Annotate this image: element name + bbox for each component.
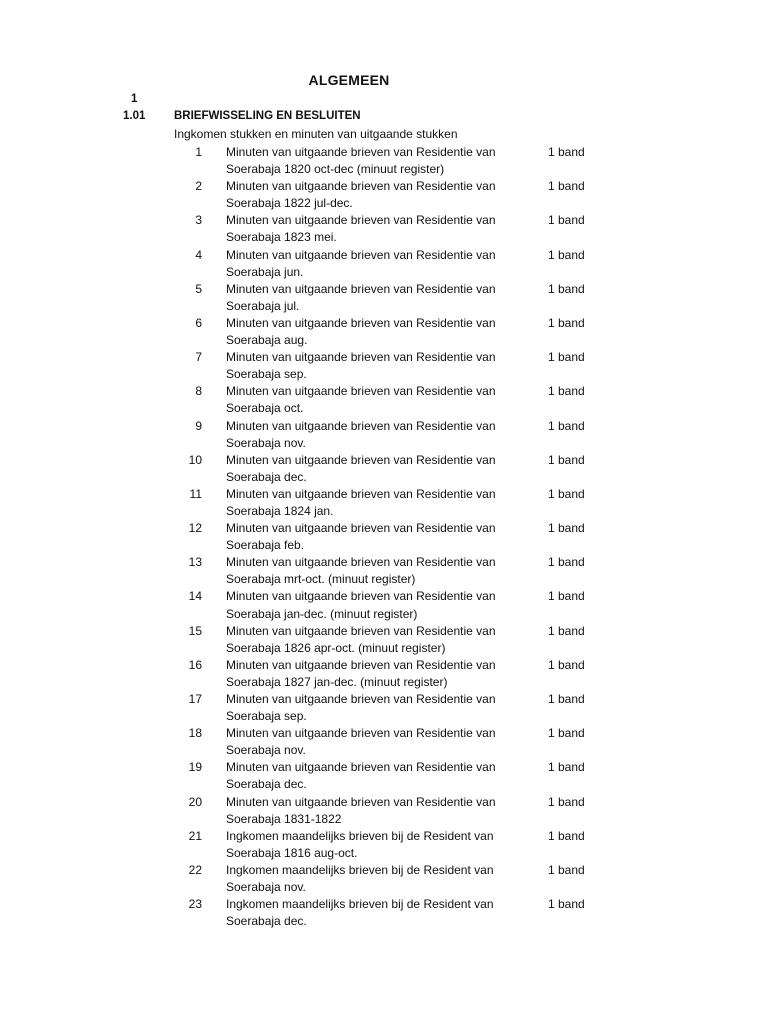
entry-number: 10 (188, 452, 202, 467)
entry-number: 8 (195, 384, 202, 399)
entry-description (226, 691, 526, 725)
entry-line-1: Minuten van uitgaande brieven van Residentie van (226, 589, 496, 604)
entry-description (226, 144, 526, 178)
entry-description (226, 383, 526, 417)
entry-number: 22 (188, 862, 202, 877)
entry-description (226, 281, 526, 315)
entry-number: 7 (195, 350, 202, 365)
entry-line-1: Minuten van uitgaande brieven van Residentie van (226, 486, 496, 501)
entry-line-2: Soerabaja dec. (226, 777, 307, 792)
entry-quantity: 1 band (548, 897, 585, 912)
entry-description (226, 315, 526, 349)
entry-line-2: Soerabaja aug. (226, 333, 308, 348)
entry-description (226, 623, 526, 657)
entry-description (226, 349, 526, 383)
entry-line-1: Minuten van uitgaande brieven van Residentie van (226, 418, 496, 433)
entry-description (226, 588, 526, 622)
list-item (0, 725, 768, 759)
entry-line-1: Minuten van uitgaande brieven van Residentie van (226, 794, 496, 809)
entry-number: 18 (188, 726, 202, 741)
entry-number: 11 (189, 486, 202, 501)
entry-number: 6 (195, 315, 202, 330)
entry-description (226, 212, 526, 246)
entry-line-1: Minuten van uitgaande brieven van Residentie van (226, 315, 496, 330)
entry-line-1: Minuten van uitgaande brieven van Residentie van (226, 281, 496, 296)
entry-line-2: Soerabaja nov. (226, 743, 306, 758)
list-item (0, 144, 768, 178)
entry-description (226, 554, 526, 588)
entry-quantity: 1 band (548, 350, 585, 365)
entry-quantity: 1 band (548, 692, 585, 706)
entry-number: 3 (195, 213, 202, 228)
section-title: BRIEFWISSELING EN BESLUITEN (174, 110, 361, 122)
entry-line-2: Soerabaja dec. (226, 469, 307, 484)
list-item (0, 520, 768, 554)
entry-quantity: 1 band (548, 589, 585, 604)
entry-line-2: Soerabaja 1823 mei. (226, 230, 337, 245)
list-item (0, 349, 768, 383)
entry-description (226, 247, 526, 281)
entry-description (226, 520, 526, 554)
entry-quantity: 1 band (548, 145, 585, 159)
entry-quantity: 1 band (548, 657, 585, 672)
entry-quantity: 1 band (548, 555, 585, 570)
entry-description (226, 178, 526, 212)
entry-line-2: Soerabaja 1831-1822 (226, 811, 342, 826)
entry-line-2: Soerabaja 1822 jul-dec. (226, 196, 353, 211)
list-item (0, 691, 768, 725)
entry-line-1: Minuten van uitgaande brieven van Residentie van (226, 179, 496, 194)
entry-quantity: 1 band (548, 794, 585, 809)
entry-line-1: Ingkomen maandelijks brieven bij de Resident van (226, 862, 494, 877)
entry-quantity: 1 band (548, 521, 585, 536)
entry-number: 15 (188, 623, 202, 638)
entry-number: 5 (195, 281, 202, 296)
entry-line-1: Minuten van uitgaande brieven van Residentie van (226, 247, 496, 262)
list-item (0, 383, 768, 417)
entry-quantity: 1 band (548, 623, 585, 638)
entry-line-2: Soerabaja oct. (226, 401, 304, 416)
entry-quantity: 1 band (548, 418, 585, 433)
entry-quantity: 1 band (548, 281, 585, 296)
chapter-number: 1 (131, 93, 138, 105)
entry-line-2: Soerabaja dec. (226, 914, 307, 929)
entry-line-1: Minuten van uitgaande brieven van Residentie van (226, 350, 496, 365)
entry-line-1: Ingkomen maandelijks brieven bij de Resident van (226, 828, 494, 843)
entry-description (226, 418, 526, 452)
section-number: 1.01 (123, 110, 146, 122)
list-item (0, 247, 768, 281)
list-item (0, 315, 768, 349)
list-item (0, 418, 768, 452)
entry-line-2: Soerabaja 1824 jan. (226, 503, 334, 518)
list-item (0, 828, 768, 862)
entry-quantity: 1 band (548, 726, 585, 741)
entry-line-2: Soerabaja 1827 jan-dec. (minuut register) (226, 674, 448, 689)
page-title: ALGEMEEN (308, 72, 390, 88)
entry-line-2: Soerabaja sep. (226, 709, 307, 724)
subsection-title: Ingkomen stukken en minuten van uitgaande stukken (174, 127, 458, 141)
entry-line-1: Minuten van uitgaande brieven van Residentie van (226, 657, 496, 672)
entry-line-1: Minuten van uitgaande brieven van Residentie van (226, 760, 496, 775)
list-item (0, 554, 768, 588)
entry-line-2: Soerabaja sep. (226, 367, 307, 382)
list-item (0, 486, 768, 520)
entry-quantity: 1 band (548, 179, 585, 194)
entry-line-2: Soerabaja 1816 aug-oct. (226, 845, 358, 860)
entry-number: 9 (195, 418, 202, 433)
entry-line-1: Minuten van uitgaande brieven van Residentie van (226, 692, 496, 706)
entry-quantity: 1 band (548, 213, 585, 228)
entry-description (226, 828, 526, 862)
entry-quantity: 1 band (548, 760, 585, 775)
entry-quantity: 1 band (548, 247, 585, 262)
entry-number: 16 (188, 657, 202, 672)
entry-line-2: Soerabaja jan-dec. (minuut register) (226, 606, 418, 621)
list-item (0, 759, 768, 793)
entry-description (226, 759, 526, 793)
entry-line-1: Minuten van uitgaande brieven van Residentie van (226, 452, 496, 467)
entry-description (226, 657, 526, 691)
list-item (0, 657, 768, 691)
entry-line-1: Minuten van uitgaande brieven van Residentie van (226, 623, 496, 638)
entry-line-1: Minuten van uitgaande brieven van Residentie van (226, 521, 496, 536)
entry-description (226, 486, 526, 520)
entry-line-1: Minuten van uitgaande brieven van Residentie van (226, 384, 496, 399)
list-item (0, 896, 768, 930)
entry-quantity: 1 band (548, 452, 585, 467)
entry-line-1: Ingkomen maandelijks brieven bij de Resident van (226, 897, 494, 912)
entry-line-1: Minuten van uitgaande brieven van Residentie van (226, 726, 496, 741)
list-item (0, 178, 768, 212)
entry-line-1: Minuten van uitgaande brieven van Residentie van (226, 555, 496, 570)
entry-number: 2 (195, 179, 202, 194)
list-item (0, 862, 768, 896)
entry-number: 20 (188, 794, 202, 809)
entry-number: 13 (188, 555, 202, 570)
entry-description (226, 794, 526, 828)
entry-line-2: Soerabaja mrt-oct. (minuut register) (226, 572, 416, 587)
entry-number: 21 (188, 828, 202, 843)
entry-description (226, 862, 526, 896)
entry-number: 23 (188, 897, 202, 912)
list-item (0, 794, 768, 828)
entry-line-1: Minuten van uitgaande brieven van Residentie van (226, 145, 496, 159)
entry-line-2: Soerabaja 1826 apr-oct. (minuut register) (226, 640, 446, 655)
list-item (0, 623, 768, 657)
entry-line-2: Soerabaja jul. (226, 298, 300, 313)
entry-number: 12 (188, 521, 202, 536)
entry-quantity: 1 band (548, 384, 585, 399)
entry-quantity: 1 band (548, 862, 585, 877)
entry-description (226, 896, 526, 930)
entry-line-2: Soerabaja 1820 oct-dec (minuut register) (226, 162, 445, 177)
entry-number: 17 (188, 692, 202, 706)
entry-line-2: Soerabaja jun. (226, 264, 304, 279)
entry-number: 4 (195, 247, 202, 262)
entry-number: 1 (195, 145, 202, 159)
entry-description (226, 725, 526, 759)
entry-line-2: Soerabaja nov. (226, 880, 306, 895)
list-item (0, 212, 768, 246)
entry-quantity: 1 band (548, 315, 585, 330)
entry-quantity: 1 band (548, 828, 585, 843)
entry-quantity: 1 band (548, 486, 585, 501)
entry-number: 14 (188, 589, 202, 604)
entry-list (0, 144, 768, 930)
entry-description (226, 452, 526, 486)
list-item (0, 281, 768, 315)
list-item (0, 452, 768, 486)
list-item (0, 588, 768, 622)
entry-line-2: Soerabaja nov. (226, 435, 306, 450)
entry-line-2: Soerabaja feb. (226, 538, 305, 553)
entry-line-1: Minuten van uitgaande brieven van Residentie van (226, 213, 496, 228)
entry-number: 19 (188, 760, 202, 775)
